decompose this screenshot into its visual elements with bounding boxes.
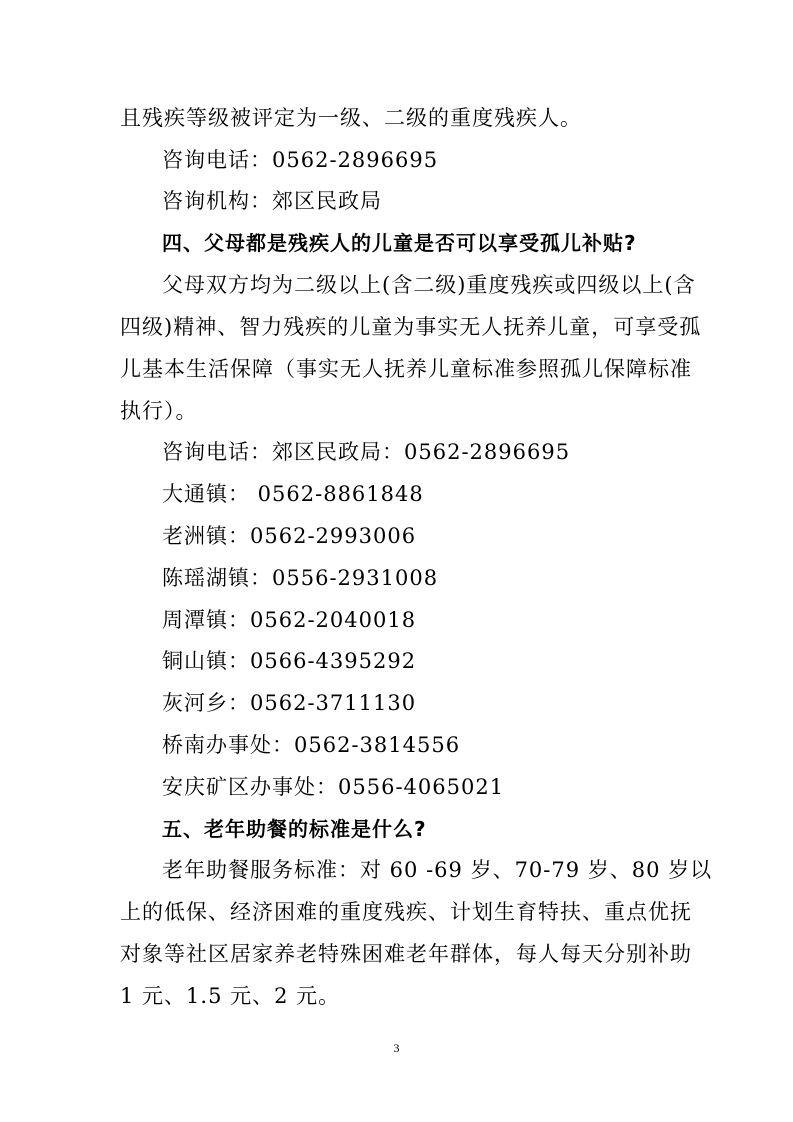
contact-phone-line: 咨询电话：郊区民政局：0562-2896695	[162, 440, 571, 464]
paragraph-line: 对象等社区居家养老特殊困难老年群体，每人每天分别补助	[120, 942, 692, 966]
page-number: 3	[393, 1041, 400, 1055]
contact-line-tongshan: 铜山镇：0566-4395292	[162, 649, 417, 673]
contact-line-datong: 大通镇： 0562-8861848	[162, 482, 424, 506]
section-heading-5: 五、老年助餐的标准是什么?	[162, 817, 427, 841]
paragraph-line: 儿基本生活保障（事实无人抚养儿童标准参照孤儿保障标准	[120, 357, 692, 381]
paragraph-line: 老年助餐服务标准：对 60 -69 岁、70-79 岁、80 岁以	[162, 858, 713, 882]
contact-line-anqing-mining: 安庆矿区办事处：0556-4065021	[162, 775, 505, 799]
paragraph-line: 且残疾等级被评定为一级、二级的重度残疾人。	[120, 106, 582, 130]
contact-phone-line: 咨询电话：0562-2896695	[162, 148, 439, 172]
contact-line-laozhou: 老洲镇：0562-2993006	[162, 524, 417, 548]
paragraph-line: 上的低保、经济困难的重度残疾、计划生育特扶、重点优抚	[120, 900, 692, 924]
paragraph-line: 1 元、1.5 元、2 元。	[120, 984, 341, 1008]
contact-agency-line: 咨询机构：郊区民政局	[162, 189, 382, 213]
paragraph-line: 四级)精神、智力残疾的儿童为事实无人抚养儿童，可享受孤	[120, 315, 702, 339]
contact-line-qiaonan: 桥南办事处：0562-3814556	[162, 733, 461, 757]
contact-line-chenyaohu: 陈瑶湖镇：0556-2931008	[162, 566, 439, 590]
paragraph-line: 执行）。	[120, 399, 198, 423]
contact-line-zhoutan: 周潭镇：0562-2040018	[162, 608, 417, 632]
paragraph-line: 父母双方均为二级以上(含二级)重度残疾或四级以上(含	[162, 273, 696, 297]
contact-line-huihe: 灰河乡：0562-3711130	[162, 691, 417, 715]
section-heading-4: 四、父母都是残疾人的儿童是否可以享受孤儿补贴?	[162, 231, 637, 255]
